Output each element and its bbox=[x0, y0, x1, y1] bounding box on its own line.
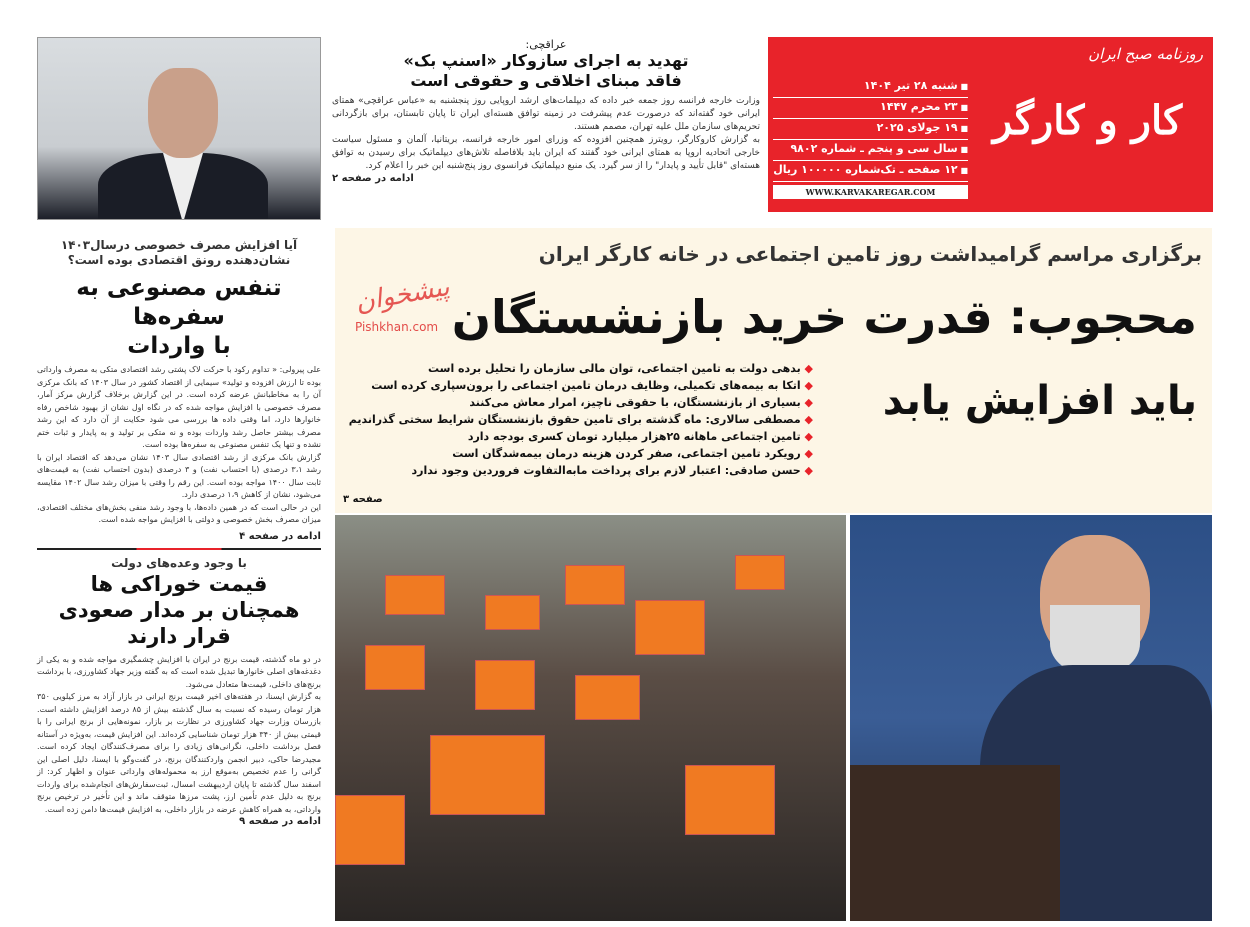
top-article-para: به گزارش کاروکارگر، رویترز همچنین افزوده که وزرای امور خارجه فرانسه، بریتانیا، آلمان و مسئول سیاست خارجی اتحادیه اروپا به همتای ایرانی خود گفتند که ایران باید بلافاصله تلاش‌های دیپلماتیک برای رسیدن به توافق هسته‌ای "قابل تأیید و پایدار" را از سر گیرد. یک منبع دیپلماتیک فرانسوی روز پنج‌شنبه این خبر را اعلام کرد. bbox=[332, 135, 760, 171]
continued-link[interactable]: ادامه در صفحه ۴ bbox=[239, 530, 321, 542]
left2-title: همچنان بر مدار صعودی قرار دارند bbox=[58, 598, 300, 649]
lead-bullets bbox=[343, 360, 813, 479]
issue-price: ■ ۱۲ صفحه ـ تک‌شماره ۱۰۰۰۰۰ ریال bbox=[773, 161, 968, 182]
tagline: روزنامه صبح ایران bbox=[1088, 45, 1203, 63]
top-article-para: وزارت خارجه فرانسه روز جمعه خبر داده که دیپلمات‌های ارشد اروپایی روز پنجشنبه به «عباس عراقچی» همتای ایرانی خود گفته‌اند که درصورت عدم پیشرفت در زمینه توافق هسته‌ای ایران تا پایان تابستان، برای بازگردانی تحریم‌های سازمان ملل علیه تهران، مصمم هستند. bbox=[332, 96, 760, 132]
website-url[interactable]: WWW.KARVAKAREGAR.COM bbox=[773, 185, 968, 199]
top-article-title-1: تهدید به اجرای سازوکار «اسنپ بک» bbox=[403, 51, 689, 70]
lead-kicker: برگزاری مراسم گرامیداشت روز تامین اجتماعی در خانه کارگر ایران bbox=[538, 242, 1202, 266]
bullet-item: ◆ بسیاری از بازنشستگان، با حقوقی ناچیز، امرار معاش می‌کنند bbox=[343, 394, 813, 411]
left2-para: به گزارش ایسنا، در هفته‌های اخیر قیمت برنج ایرانی در بازار آزاد به مرز کیلویی ۳۵۰ هزار تومان رسیده که نسبت به سال گذشته بیش از ۸۵ درصد افزایش داشته است. بازرسان وزارت جهاد کشاورزی در نظارت بر بازار، نمونه‌هایی از برنج ایرانی را با قیمتی بیش از ۳۴۰ هزار تومان شناسایی کرده‌اند. این افزایش قیمت، به‌ویژه در آستانه فصل برداشت داخلی، نگرانی‌های زیادی را برای مصرف‌کنندگان ایجاد کرده است. مجیدرضا حاکی، دبیر انجمن واردکنندگان برنج، در گفت‌وگو با ایسنا، دلیل اصلی این گرانی را عدم تخصیص به‌موقع ارز به محموله‌های وارداتی عنوان و اظهار کرد: از اسفند سال گذشته تا پایان اردیبهشت امسال، ثبت‌سفارش‌های انجام‌شده برای واردات برنج به دلیل عدم تأمین ارز، پشت مرزها متوقف ماند و این تأخیر در ترخیص برنج وارداتی، به همراه کاهش عرضه در بازار داخلی، به افزایش قیمت‌ها دامن زده است. bbox=[37, 692, 322, 814]
left1-title: تنفس مصنوعی به سفره‌ها bbox=[76, 275, 282, 330]
bullet-item: ◆ بدهی دولت به تامین اجتماعی، توان مالی سازمان را تحلیل برده است bbox=[343, 360, 813, 377]
page-reference[interactable]: صفحه ۳ bbox=[343, 494, 383, 505]
left1-para: گزارش بانک مرکزی از رشد اقتصادی سال ۱۴۰۳ نشان می‌دهد که اقتصاد ایران با رشد ۳،۱ درصدی (با احتساب نفت) و ۳ درصدی (بدون احتساب نفت) به قیمت‌های ثابت سال ۱۴۰۰ مواجه بوده است. این رقم را وقتی با میزان رشد سال ۱۴۰۲ مقایسه می‌شود، نشان از کاهش ۱،۹ درصدی دارد. bbox=[37, 452, 322, 500]
left2-para: در دو ماه گذشته، قیمت برنج در ایران با افزایش چشمگیری مواجه شده و به یکی از دغدغه‌های اصلی خانوارها تبدیل شده است که به گفته وزیر جهاد کشاورزی، با برداشت برنج‌های داخلی، قیمت‌ها متعادل می‌شود. bbox=[37, 654, 321, 689]
continued-link[interactable]: ادامه در صفحه ۹ bbox=[239, 816, 321, 827]
divider bbox=[37, 548, 321, 550]
bullet-item: ◆ تامین اجتماعی ماهانه ۲۵هزار میلیارد تومان کسری بودجه دارد bbox=[343, 428, 813, 445]
protest-crowd-photo bbox=[335, 515, 846, 921]
bullet-item: ◆ مصطفی سالاری: ماه گذشته برای تامین حقوق بازنشستگان شرایط سختی گذراندیم bbox=[343, 411, 813, 428]
left1-kicker: نشان‌دهنده رونق اقتصادی بوده است؟ bbox=[67, 253, 291, 267]
issue-number: ■ سال سی و پنجم ـ شماره ۹۸۰۲ bbox=[773, 140, 968, 161]
left-column bbox=[37, 238, 321, 827]
left2-title: قیمت خوراکی ها bbox=[90, 571, 268, 596]
lead-headline-2: باید افزایش یابد bbox=[882, 378, 1197, 424]
pishkhan-watermark-url: Pishkhan.com bbox=[355, 320, 439, 334]
top-article bbox=[332, 38, 760, 184]
masthead bbox=[768, 37, 1213, 212]
top-article-title-2: فاقد مبنای اخلاقی و حقوقی است bbox=[410, 71, 682, 90]
bullet-item: ◆ رویکرد تامین اجتماعی، صفر کردن هزینه درمان بیمه‌شدگان است bbox=[343, 445, 813, 462]
left1-title: با واردات bbox=[127, 332, 231, 359]
issue-date-hijri: ■ ۲۳ محرم ۱۴۴۷ bbox=[773, 98, 968, 119]
left1-para: این در حالی است که در همین داده‌ها، با وجود رشد منفی بخش‌های مختلف اقتصادی، میزان مصرف بخش خصوصی و دولتی با افزایش مواجه شده است. bbox=[37, 502, 321, 525]
issue-date-persian: ■ شنبه ۲۸ تیر ۱۴۰۴ bbox=[773, 77, 968, 98]
top-article-kicker: عراقچی: bbox=[525, 38, 567, 51]
left2-kicker: با وجود وعده‌های دولت bbox=[111, 555, 247, 570]
issue-date-gregorian: ■ ۱۹ جولای ۲۰۲۵ bbox=[773, 119, 968, 140]
bullet-item: ◆ حسن صادقی: اعتبار لازم برای پرداخت مابه‌التفاوت فروردین وجود ندارد bbox=[343, 462, 813, 479]
araghchi-photo bbox=[37, 37, 321, 220]
continued-link[interactable]: ادامه در صفحه ۲ bbox=[332, 173, 414, 184]
lead-story bbox=[335, 228, 1212, 513]
newspaper-logo: کار و کارگر bbox=[992, 97, 1183, 144]
left1-kicker: آیا افزایش مصرف خصوصی درسال۱۴۰۳ bbox=[60, 238, 298, 252]
speaker-photo bbox=[850, 515, 1212, 921]
issue-meta bbox=[773, 77, 968, 182]
lead-headline-1: محجوب: قدرت خرید بازنشستگان bbox=[451, 290, 1197, 344]
pishkhan-watermark: پیشخوان bbox=[353, 271, 452, 319]
bullet-item: ◆ اتکا به بیمه‌های تکمیلی، وظایف درمان تامین اجتماعی را برون‌سپاری کرده است bbox=[343, 377, 813, 394]
left1-para: علی پیرولی: « تداوم رکود با حرکت لاک پشتی رشد اقتصادی متکی به مصرف وارداتی بوده تا ارزش افزوده و تولید» سیمایی از اقتصاد کشور در سال ۱۴۰۳ که بانک مرکزی آن را به مخاطبانش عرضه کرده است. در این گزارش برخلاف گزارش مرکز آمار، مصرف خصوصی با افزایش مواجه شده که در نگاه اول نشان از بهبود شاخص رفاه خانوارها دارد، اما وقتی داده ها بررسی می شود حکایت از آن دارد که این رشد مصرف بیشتر حاصل رشد واردات بوده و نه متکی بر تولید و به پایدار و ثبات ختم نشده و تنها یک تنفس مصنوعی به سفره‌ها بوده است. bbox=[37, 365, 321, 450]
